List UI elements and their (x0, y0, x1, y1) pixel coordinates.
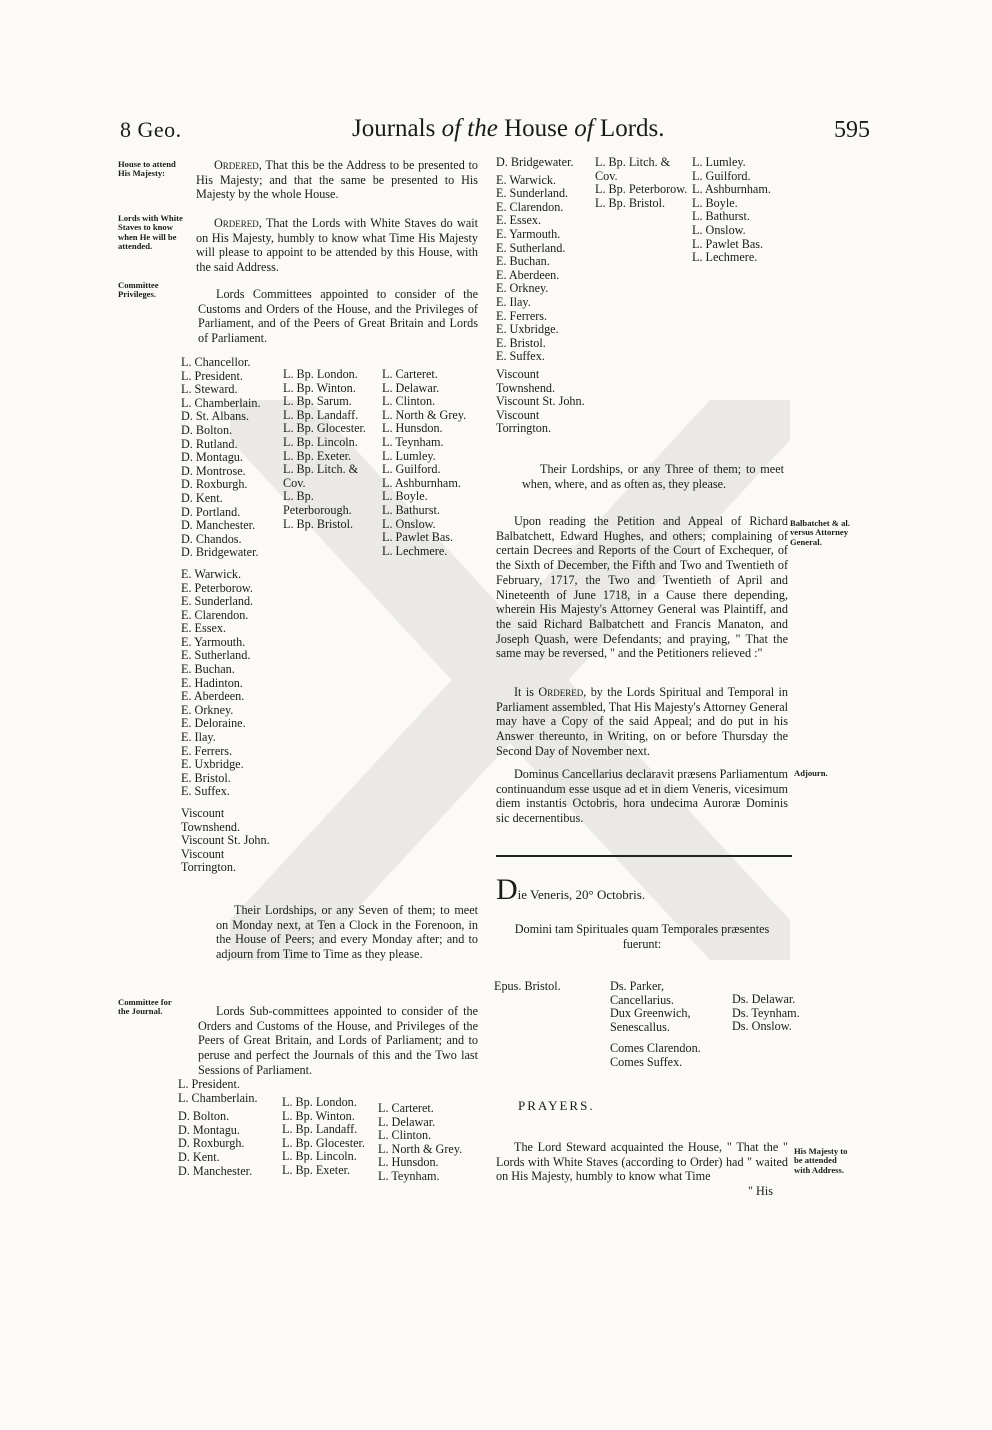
list-item: E. Uxbridge. (181, 757, 244, 772)
present-list-barons (732, 993, 812, 1034)
list-item: E. Yarmouth. (496, 226, 561, 241)
list-item: L. North & Grey. (378, 1141, 463, 1156)
list-item: Viscount Townshend. (181, 806, 241, 834)
list-item: L. Guilford. (692, 168, 751, 183)
catchword: " His (748, 1184, 773, 1198)
list-item: E. Clarendon. (496, 199, 564, 214)
list-item: D. Roxburgh. (181, 477, 248, 492)
list-item: E. Buchan. (496, 254, 550, 269)
sitting-date-text: ie Veneris, 20° Octobris. (517, 887, 646, 902)
list-item: E. Bristol. (181, 770, 231, 785)
list-item: L. Bp. Landaff. (282, 1122, 358, 1137)
list-item: L. Lumley. (382, 448, 436, 463)
list-item: E. Uxbridge. (496, 322, 559, 337)
list-item: L. Guilford. (382, 462, 441, 477)
list-item: L. Steward. (181, 382, 238, 397)
running-head-title (352, 115, 665, 143)
list-item: L. Bp. London. (282, 1095, 357, 1109)
list-item: L. Bp. Winton. (283, 380, 356, 395)
list-item: L. Bp. Peterborow. (595, 182, 688, 197)
list-item: L. Onslow. (692, 222, 746, 237)
paragraph-text: That this be the Address to be presented to His Majesty; and that the same be presented to His Majesty by the whole House. (196, 158, 479, 202)
title-word: of (574, 115, 594, 142)
list-item: E. Ferrers. (496, 308, 548, 323)
list-item: L. Boyle. (382, 489, 428, 504)
paragraph-meet-monday: Their Lordships, or any Seven of them; to meet on Monday next, at Ten a Clock in the Forenoon, in the House of Peers; and every Monday after; and to adjourn from Time to Time as they please. (216, 903, 478, 962)
list-item: L. Onslow. (382, 516, 436, 531)
committee-list-continued-temporal (496, 156, 592, 436)
ordered-lead: It is (514, 685, 534, 699)
list-item: Comes Suffex. (610, 1054, 683, 1069)
list-item: L. Pawlet Bas. (692, 236, 764, 251)
list-item: L. Ashburnham. (382, 475, 461, 490)
page-number: 595 (834, 117, 870, 143)
list-item: E. Buchan. (181, 662, 235, 677)
list-item: L. North & Grey. (382, 407, 467, 422)
title-word: Lords. (599, 115, 665, 142)
paragraph-appeal: Upon reading the Petition and Appeal of Richard Balbatchett, Edward Hughes, and others; complaining of certain Decrees and Reports of the Court of Exchequer, of the Sixth of December, the Fifth and Two and Twentieth of February, 1717, the Two and Twentieth of April and Nineteenth of June 1718, in a Cause there depending, wherein His Majesty's Attorney General was Plaintiff, and the said Richard Balbatchett and Francis Manaton, and Joseph Quash, were Defendants; and praying, " That the same may be reversed, " and the Petitioners relieved :" (496, 514, 788, 661)
list-item: D. Rutland. (181, 436, 238, 451)
list-item: E. Ilay. (496, 294, 531, 309)
list-item: D. Bridgewater. (181, 545, 259, 560)
list-item: E. Warwick. (181, 566, 242, 581)
subcommittee-list-temporal (178, 1078, 278, 1178)
paragraph-any-three: Their Lordships, or any Three of them; to meet when, where, and as often as, they please. (522, 462, 784, 491)
list-item: L. Pawlet Bas. (382, 530, 454, 545)
list-item: E. Ilay. (181, 730, 216, 745)
list-item: L. Bp. Lincoln. (282, 1149, 357, 1164)
list-item: Ds. Delawar. (732, 992, 796, 1006)
list-item: Viscount St. John. (496, 394, 585, 409)
list-item: L. Chamberlain. (181, 395, 261, 410)
list-item: Viscount Torrington. (181, 846, 236, 875)
list-item: L. Carteret. (382, 367, 438, 381)
list-item: D. Bolton. (181, 422, 233, 437)
margin-note-privileges: Committee Privileges. (118, 280, 159, 300)
committee-list-barons (382, 368, 482, 558)
list-item: E. Suffex. (496, 349, 545, 364)
list-item: L. Ashburnham. (692, 182, 771, 197)
ordered-word: Ordered, (538, 685, 587, 699)
committee-list-temporal (181, 356, 277, 875)
list-item: L. Boyle. (692, 195, 738, 210)
list-item: Comes Clarendon. (610, 1041, 701, 1056)
list-item: L. Bp. Glocester. (283, 421, 366, 436)
list-item: D. Montagu. (181, 450, 243, 465)
list-item: E. Essex. (496, 213, 542, 228)
list-item: E. Yarmouth. (181, 634, 246, 649)
list-item: L. Teynham. (378, 1168, 440, 1183)
list-item: L. Bp. Sarum. (283, 394, 352, 409)
list-item: Viscount St. John. (181, 833, 270, 848)
list-item: E. Clarendon. (181, 607, 249, 622)
margin-note-journal: Committee for the Journal. (118, 997, 172, 1017)
title-word: the (467, 115, 498, 142)
list-item: L. Bp. Bristol. (283, 516, 354, 531)
paragraph-committees: Lords Committees appointed to consider of the Customs and Orders of the House, and the Privileges of Parliament, and of the Peers of Great Britain and Lords of Parliament. (198, 287, 478, 346)
section-rule (496, 855, 792, 857)
list-item: L. Chancellor. (181, 355, 251, 369)
list-item: E. Warwick. (496, 172, 557, 187)
list-item: L. Teynham. (382, 434, 444, 449)
list-item: L. Bp. Peterborough. (283, 489, 352, 517)
list-item: L. Bp. Landaff. (283, 407, 359, 422)
list-item: L. Bp. London. (283, 367, 358, 381)
list-item: D. Manchester. (181, 518, 256, 533)
list-item: E. Sutherland. (181, 648, 251, 663)
committee-list-bishops (283, 368, 373, 531)
list-item: E. Aberdeen. (496, 267, 560, 282)
prayers-heading: PRAYERS. (518, 1098, 595, 1113)
committee-list-continued-bishops (595, 156, 687, 210)
list-item: D. Manchester. (178, 1163, 253, 1178)
list-item: L. Lechmere. (382, 543, 448, 558)
list-item: D. Kent. (181, 490, 223, 505)
list-item: E. Sutherland. (496, 240, 566, 255)
sitting-date (496, 873, 788, 906)
subcommittee-list-barons (378, 1102, 478, 1184)
list-item: Ds. Teynham. (732, 1005, 800, 1020)
list-item: L. Delawar. (378, 1114, 436, 1129)
list-item: L. Bp. Lincoln. (283, 434, 358, 449)
list-item: D. Kent. (178, 1149, 220, 1164)
running-head-left: 8 Geo. (120, 117, 182, 142)
list-item: L. Lumley. (692, 155, 746, 169)
list-item: D. Montrose. (181, 463, 246, 478)
list-item: E. Deloraine. (181, 716, 246, 731)
list-item: E. Orkney. (181, 702, 234, 717)
list-item: L. Hunsdon. (382, 421, 443, 436)
paragraph-ordered-copy (496, 685, 788, 759)
list-item: D. Portland. (181, 504, 241, 519)
list-item: Epus. Bristol. (494, 979, 561, 993)
list-item: L. Lechmere. (692, 250, 758, 265)
margin-note-adjourn: Adjourn. (794, 768, 828, 778)
title-word: Journals (352, 115, 436, 142)
list-item: D. St. Albans. (181, 409, 250, 424)
drop-initial: D (496, 873, 518, 906)
list-item: Ds. Parker, Cancellarius. (610, 979, 674, 1007)
list-item: D. Bridgewater. (496, 155, 574, 169)
list-item: L. Bp. Exeter. (283, 448, 352, 463)
margin-note-majesty: His Majesty to be attended with Address. (794, 1146, 848, 1175)
paragraph-address (196, 158, 478, 202)
list-item: L. Hunsdon. (378, 1155, 439, 1170)
title-word: of (441, 115, 462, 142)
list-item: L. Clinton. (382, 394, 436, 409)
list-item: D. Montagu. (178, 1122, 240, 1137)
list-item: Dux Greenwich, Senescallus. (610, 1006, 691, 1034)
paragraph-adjournment: Dominus Cancellarius declaravit præsens Parliamentum continuandum esse usque ad et in diem Veneris, vicesimum diem instantis Octobris, hora undecima Auroræ Dominis sic decernentibus. (496, 767, 788, 826)
list-item: E. Orkney. (496, 281, 549, 296)
paragraph-text: by the Lords Spiritual and Temporal in Parliament assembled, That His Majesty's Attorney General may have a Copy of the said Appeal; and do put in his Answer thereunto, in Writing, on or before Thursday the Second Day of November next. (496, 685, 789, 758)
present-list-spiritual (494, 980, 594, 994)
paragraph-white-staves (196, 216, 478, 275)
list-item: E. Hadinton. (181, 675, 243, 690)
list-item: Viscount Townshend. (496, 366, 556, 395)
margin-note-white-staves: Lords with White Staves to know when He will be attended. (118, 213, 183, 252)
list-item: L. Bp. Glocester. (282, 1135, 365, 1150)
list-item: Ds. Onslow. (732, 1019, 792, 1034)
ordered-word: Ordered, (214, 158, 262, 172)
list-item: E. Bristol. (496, 335, 546, 350)
list-item: D. Bolton. (178, 1109, 230, 1124)
paragraph-text: That the Lords with White Staves do wait on His Majesty, humbly to know what Time His Majesty will please to appoint to be attended by this House, with the said Address. (196, 216, 478, 275)
subcommittee-list-bishops (282, 1096, 374, 1178)
list-item: L. Bp. Exeter. (282, 1162, 351, 1177)
list-item: L. Bp. Litch. & Cov. (283, 462, 359, 490)
list-item: L. President. (178, 1077, 240, 1091)
list-item: L. Bp. Winton. (282, 1108, 355, 1123)
list-item: E. Suffex. (181, 784, 230, 799)
ordered-word: Ordered, (214, 216, 262, 230)
list-item: L. Clinton. (378, 1128, 432, 1143)
list-item: E. Peterborow. (181, 580, 253, 595)
list-item: L. Bathurst. (692, 209, 750, 224)
title-word: House (504, 115, 568, 142)
list-item: L. Bathurst. (382, 502, 440, 517)
list-item: E. Ferrers. (181, 743, 233, 758)
list-item: E. Aberdeen. (181, 689, 245, 704)
list-item: L. Chamberlain. (178, 1090, 258, 1105)
list-item: D. Chandos. (181, 531, 242, 546)
present-list-officers (610, 980, 728, 1070)
margin-note-house: House to attend His Majesty: (118, 159, 176, 179)
margin-note-balbatchet: Balbatchet & al. versus Attorney General. (790, 518, 850, 547)
list-item: L. Carteret. (378, 1101, 434, 1115)
list-item: Viscount Torrington. (496, 407, 551, 436)
list-item: L. Bp. Litch. & Cov. (595, 155, 671, 183)
paragraph-lord-steward: The Lord Steward acquainted the House, " That the " Lords with White Staves (according to Order) had " waited on His Majesty, humbly to know what Time (496, 1140, 788, 1184)
list-item: D. Roxburgh. (178, 1136, 245, 1151)
list-item: L. Delawar. (382, 380, 440, 395)
list-item: E. Essex. (181, 621, 227, 636)
paragraph-domini: Domini tam Spirituales quam Temporales præsentes fuerunt: (514, 922, 770, 951)
list-item: L. President. (181, 368, 243, 383)
paragraph-subcommittees: Lords Sub-committees appointed to consider of the Orders and Customs of the House, and Privileges of the Peers of Great Britain, and Lords of Parliament; and to peruse and perfect the Journals of this and the Two last Sessions of Parliament. (198, 1004, 478, 1077)
list-item: E. Sunderland. (496, 186, 569, 201)
committee-list-continued-barons (692, 156, 788, 265)
list-item: L. Bp. Bristol. (595, 195, 666, 210)
list-item: E. Sunderland. (181, 594, 254, 609)
